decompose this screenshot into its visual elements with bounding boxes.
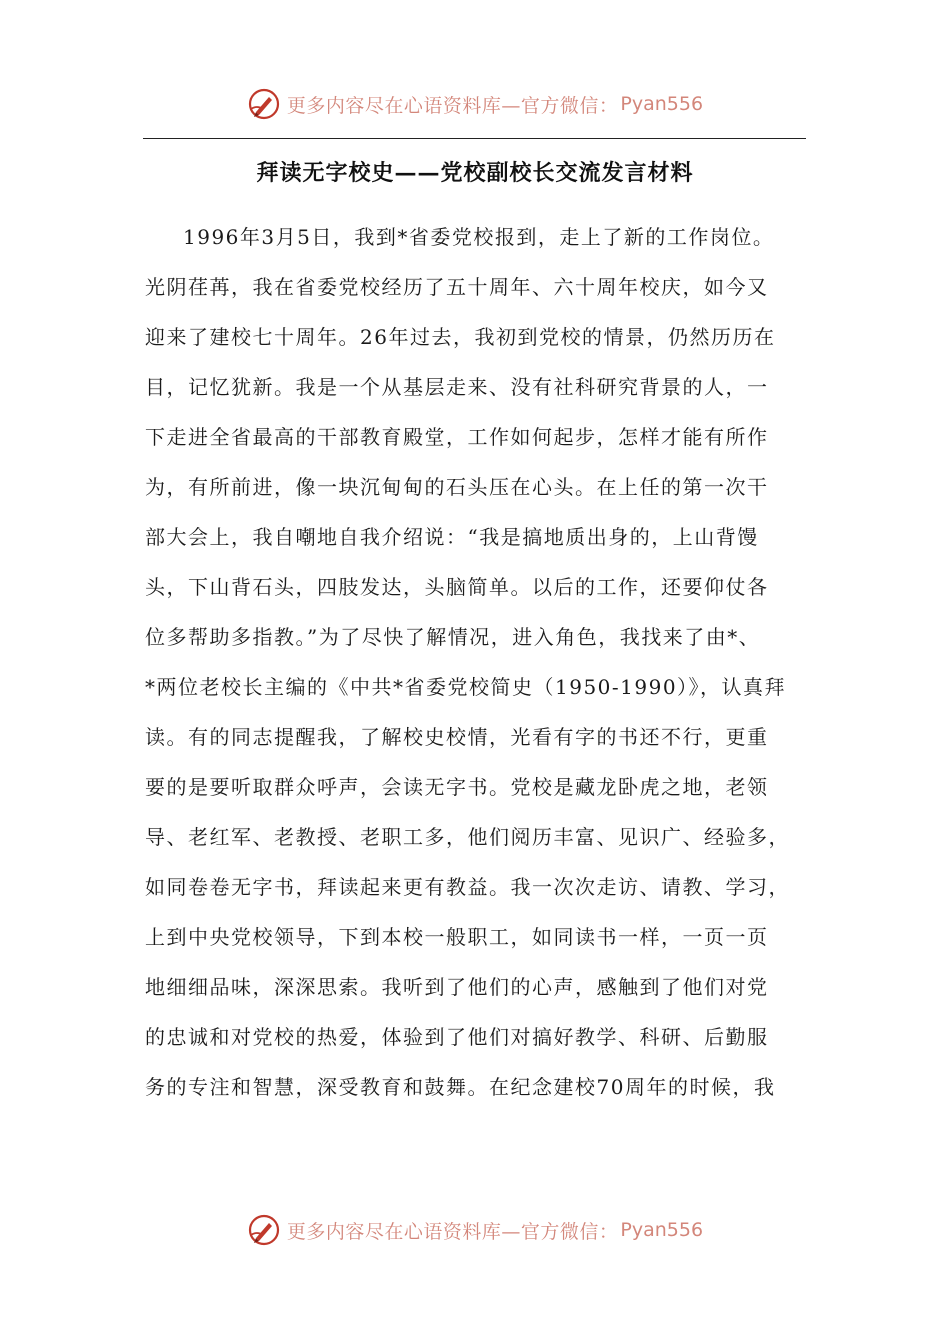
footer-watermark-banner <box>0 1210 950 1250</box>
header-divider <box>143 138 806 139</box>
watermark-wechat-id: Pyan556 <box>620 1219 704 1241</box>
text-line: 头，下山背石头，四肢发达，头脑简单。以后的工作，还要仰仗各 <box>145 575 769 599</box>
text-line: 为，有所前进，像一块沉甸甸的石头压在心头。在上任的第一次干 <box>145 475 769 499</box>
text-line: 上到中央党校领导，下到本校一般职工，如同读书一样，一页一页 <box>145 925 769 949</box>
text-line: 如同卷卷无字书，拜读起来更有教益。我一次次走访、请教、学习， <box>145 875 790 899</box>
text-line: 的忠诚和对党校的热爱，体验到了他们对搞好教学、科研、后勤服 <box>145 1025 769 1049</box>
text-line: 下走进全省最高的干部教育殿堂，工作如何起步，怎样才能有所作 <box>145 425 769 449</box>
text-line: 光阴荏苒，我在省委党校经历了五十周年、六十周年校庆，如今又 <box>145 275 769 299</box>
text-line: 导、老红军、老教授、老职工多，他们阅历丰富、见识广、经验多， <box>145 825 790 849</box>
header-watermark-banner <box>0 84 950 124</box>
text-line: 要的是要听取群众呼声，会读无字书。党校是藏龙卧虎之地，老领 <box>145 775 769 799</box>
text-line: 迎来了建校七十周年。26年过去，我初到党校的情景，仍然历历在 <box>145 325 776 349</box>
text-line: 1996年3月5日，我到*省委党校报到，走上了新的工作岗位。 <box>183 225 775 249</box>
text-line: 位多帮助多指教。”为了尽快了解情况，进入角色，我找来了由*、 <box>145 625 761 649</box>
document-title: 拜读无字校史——党校副校长交流发言材料 <box>256 160 694 186</box>
text-line: 部大会上，我自嘲地自我介绍说：“我是搞地质出身的，上山背馒 <box>145 525 759 549</box>
pen-logo-icon <box>247 1213 281 1247</box>
text-line: 目，记忆犹新。我是一个从基层走来、没有社科研究背景的人，一 <box>145 375 769 399</box>
watermark-text: 更多内容尽在心语资料库—官方微信： <box>286 94 619 117</box>
text-line: 读。有的同志提醒我，了解校史校情，光看有字的书还不行，更重 <box>145 725 769 749</box>
text-line: 务的专注和智慧，深受教育和鼓舞。在纪念建校70周年的时候，我 <box>145 1075 776 1099</box>
pen-logo-icon <box>247 87 281 121</box>
document-body <box>145 212 810 1112</box>
watermark-text: 更多内容尽在心语资料库—官方微信： <box>286 1220 619 1243</box>
watermark-wechat-id: Pyan556 <box>620 93 704 115</box>
text-line: 地细细品味，深深思索。我听到了他们的心声，感触到了他们对党 <box>145 975 769 999</box>
text-line: *两位老校长主编的《中共*省委党校简史（1950-1990）》，认真拜 <box>145 675 787 699</box>
